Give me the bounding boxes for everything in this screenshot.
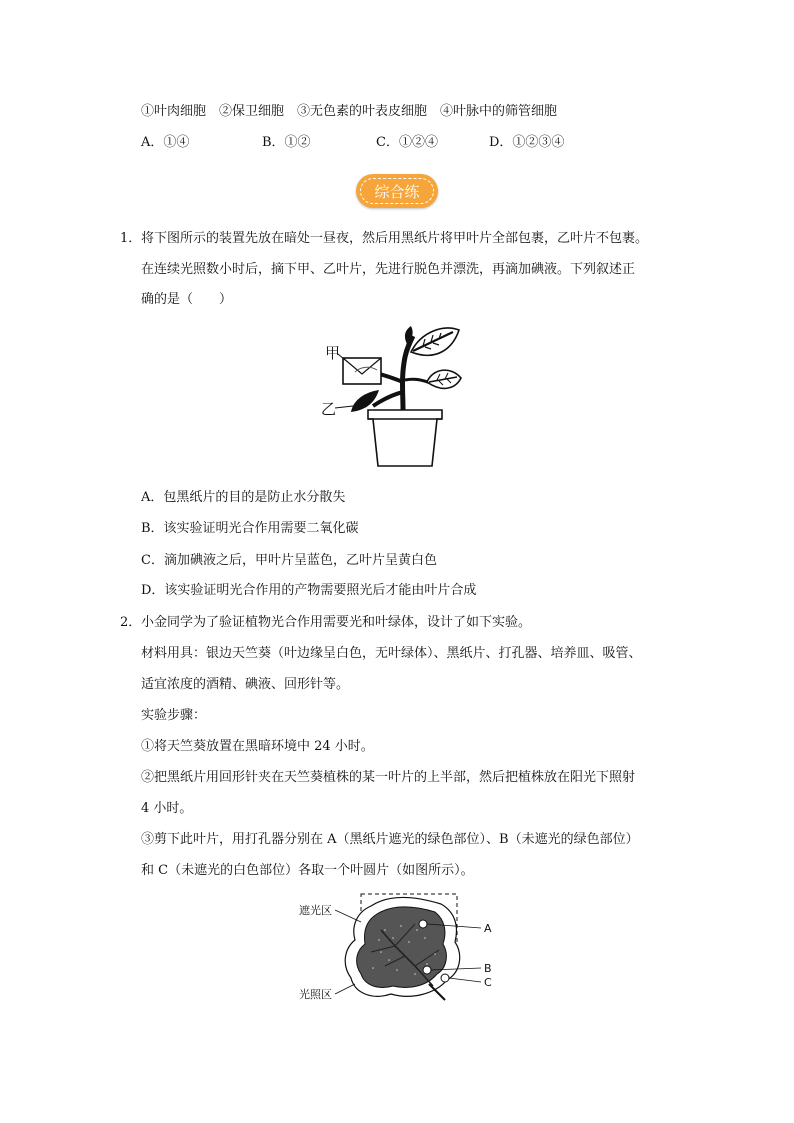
prev-option-d: D．①②③④	[489, 135, 565, 150]
q1-stem-line2: 在连续光照数小时后，摘下甲、乙叶片，先进行脱色并漂洗，再滴加碘液。下列叙述正	[141, 262, 636, 277]
prev-question-items: ①叶肉细胞 ②保卫细胞 ③无色素的叶表皮细胞 ④叶脉中的筛管细胞	[141, 104, 558, 119]
q2-step1: ①将天竺葵放置在黑暗环境中 24 小时。	[141, 739, 374, 754]
label-light-region: 光照区	[299, 988, 332, 1001]
prev-option-b: B．①②	[262, 135, 311, 150]
label-a: A	[484, 922, 492, 935]
q1-number: 1．	[120, 231, 142, 246]
q2-number: 2．	[120, 615, 142, 630]
q1-stem-line3: 确的是（ ）	[141, 292, 233, 307]
q1-plant-figure	[315, 322, 475, 472]
leaf-yi	[351, 390, 379, 412]
q2-stem-line1: 小金同学为了验证植物光合作用需要光和叶绿体，设计了如下实验。	[141, 615, 532, 630]
q1-option-c: C．滴加碘液之后，甲叶片呈蓝色，乙叶片呈黄白色	[141, 553, 437, 568]
q1-option-b: B．该实验证明光合作用需要二氧化碳	[141, 521, 359, 536]
q2-materials-line2: 适宜浓度的酒精、碘液、回形针等。	[141, 677, 350, 692]
q1-option-d: D．该实验证明光合作用的产物需要照光后才能由叶片合成	[141, 583, 477, 598]
section-badge-label: 综合练	[360, 178, 434, 204]
q1-stem-line1: 将下图所示的装置先放在暗处一昼夜，然后用黑纸片将甲叶片全部包裹，乙叶片不包裹。	[141, 231, 649, 246]
q2-step2-line2: 4 小时。	[141, 801, 193, 816]
leaf-jia-wrapped	[343, 358, 381, 384]
q2-step3-line1: ③剪下此叶片，用打孔器分别在 A（黑纸片遮光的绿色部位）、B（未遮光的绿色部位）	[141, 832, 639, 847]
label-b: B	[484, 962, 492, 975]
label-shade-region: 遮光区	[299, 904, 332, 917]
q2-leaf-figure	[295, 890, 505, 1010]
q2-step3-line2: 和 C（未遮光的白色部位）各取一个叶圆片（如图所示）。	[141, 863, 474, 878]
q2-steps-title: 实验步骤：	[141, 708, 207, 723]
plant-stem	[403, 336, 414, 410]
branch-left-lower	[373, 392, 403, 406]
hole-c	[441, 974, 449, 982]
label-yi: 乙	[321, 400, 337, 418]
label-jia: 甲	[325, 344, 341, 362]
section-badge	[356, 174, 438, 208]
hole-a	[419, 920, 427, 928]
q2-step2-line1: ②把黑纸片用回形针夹在天竺葵植株的某一叶片的上半部，然后把植株放在阳光下照射	[141, 770, 636, 785]
q2-materials-line1: 材料用具：银边天竺葵（叶边缘呈白色，无叶绿体）、黑纸片、打孔器、培养皿、吸管、	[141, 646, 642, 661]
label-c: C	[484, 976, 492, 989]
q1-option-a: A．包黑纸片的目的是防止水分散失	[141, 490, 346, 505]
prev-option-c: C．①②④	[376, 135, 438, 150]
hole-b	[423, 966, 431, 974]
prev-option-a: A．①④	[141, 135, 190, 150]
